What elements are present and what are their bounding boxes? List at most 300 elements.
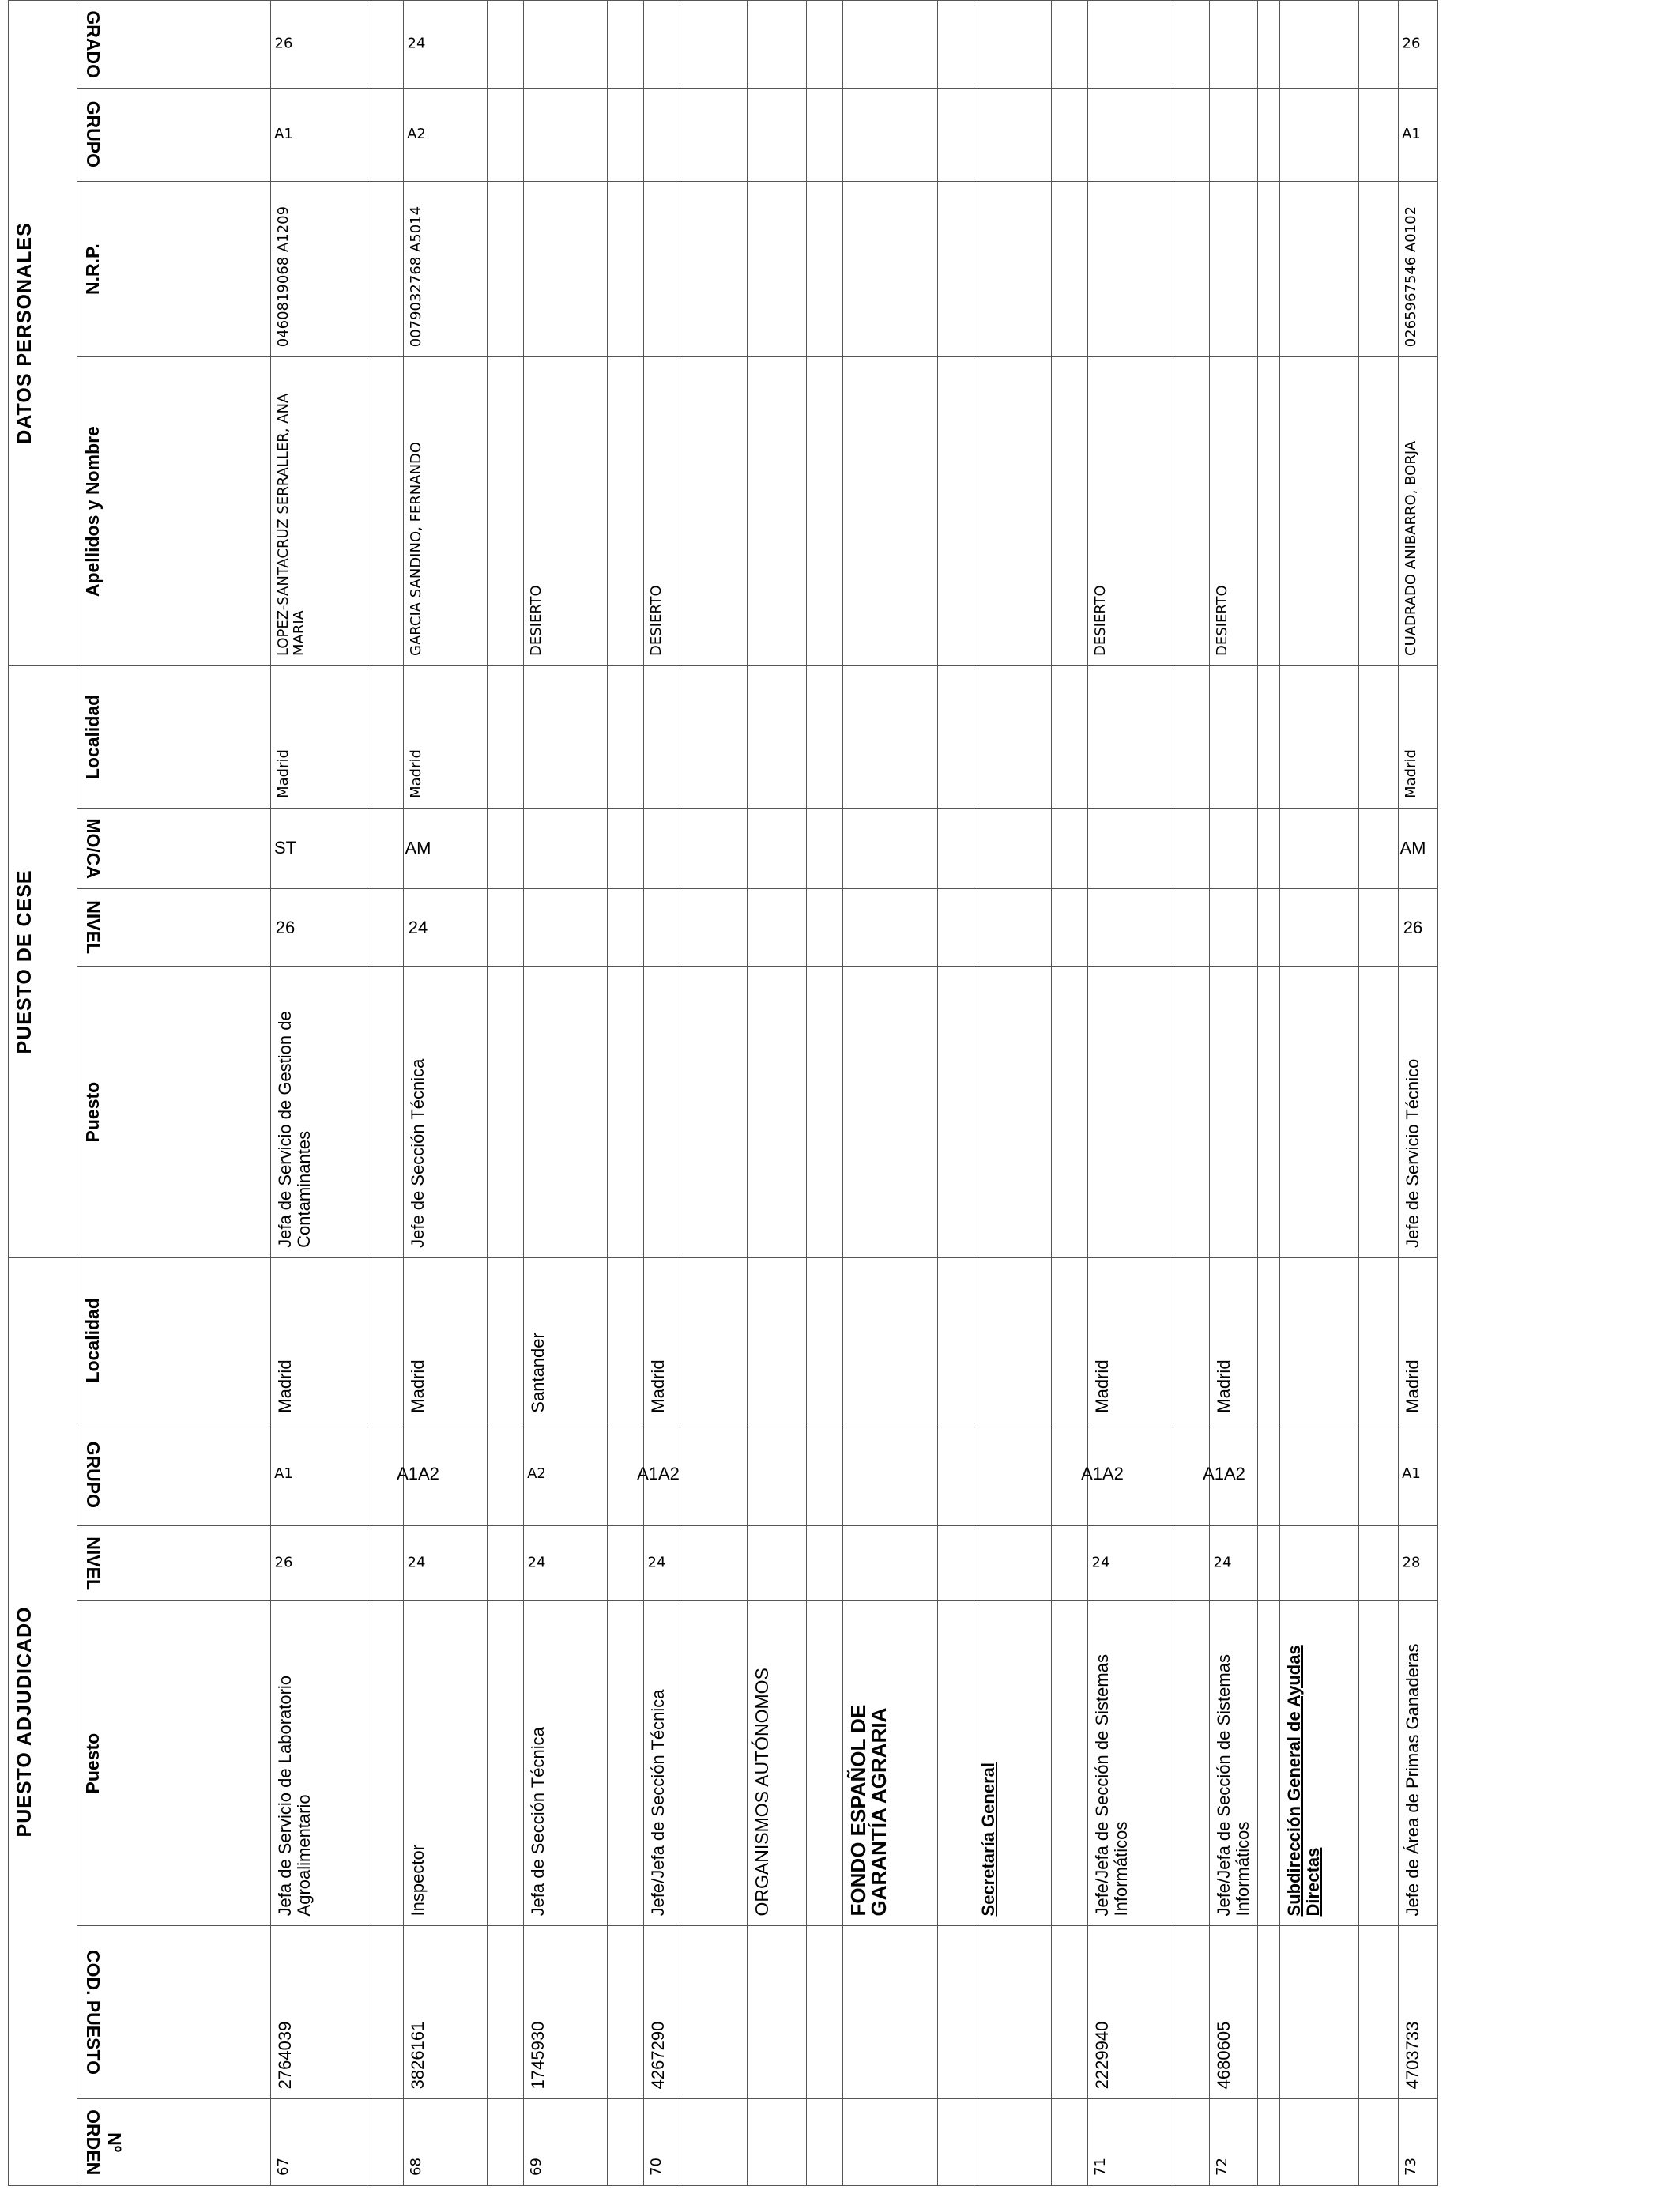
nivel-cell-text: 28 [1402,1555,1421,1571]
cese-puesto-cell [1088,967,1173,1258]
nivel-cell [644,1526,680,1601]
empty-cell [1359,1,1399,89]
empty-cell [843,666,938,809]
empty-cell [807,1526,843,1601]
empty-cell [974,808,1052,888]
puesto-cell: Jefe/Jefa de Sección Técnica [644,1600,680,1926]
empty-cell [938,888,974,967]
empty-cell [488,181,524,356]
empty-cell [367,1600,404,1926]
empty-cell [748,88,807,181]
empty-cell [938,1600,974,1926]
cese-localidad-cell: Madrid [1399,666,1438,809]
empty-cell [488,1926,524,2099]
localidad-cell: Madrid [271,1257,367,1423]
group-label: ORGANISMOS AUTÓNOMOS [748,1600,807,1926]
empty-cell [938,808,974,888]
moca-cell [1399,808,1438,888]
adjudication-table [8,0,1438,2186]
nrp-cell [1088,181,1173,356]
empty-cell [1173,181,1210,356]
nivel-cell-text: 24 [527,1555,546,1571]
empty-cell [974,1526,1052,1601]
empty-cell [1052,1,1088,89]
empty-cell [1359,2099,1399,2186]
nrp-cell: 0460819068 A1209 [271,181,367,356]
moca-cell-text: AM [1399,838,1426,858]
apellidos-cell: GARCIA SANDINO, FERNANDO [404,357,488,666]
table-row [1399,1,1438,2186]
empty-cell [488,1,524,89]
apellidos-cell: LOPEZ-SANTACRUZ SERRALLER, ANA MARIA [271,357,367,666]
empty-cell [807,1,843,89]
empty-cell [807,1423,843,1526]
grado-cell [644,1,680,89]
cese-puesto-cell [1210,967,1258,1258]
empty-cell [1173,666,1210,809]
empty-cell [1052,181,1088,356]
table-row [524,1,608,2186]
empty-cell [843,1926,938,2099]
empty-cell [1052,357,1088,666]
puesto-cell: Jefe de Área de Primas Ganaderas [1399,1600,1438,1926]
cese-nivel-cell [1210,888,1258,967]
personal-grupo-cell-text: A1 [1402,126,1421,143]
empty-cell [1258,357,1280,666]
empty-cell [807,2099,843,2186]
empty-cell [488,808,524,888]
grado-cell [1088,1,1173,89]
grupo-cell [524,1423,608,1526]
localidad-cell: Madrid [1399,1257,1438,1423]
empty-cell [488,1526,524,1601]
empty-cell [680,967,748,1258]
apellidos-cell: DESIERTO [1088,357,1173,666]
empty-cell [367,1257,404,1423]
nrp-cell [1210,181,1258,356]
group-row-section [974,1,1052,2186]
cese-nivel-cell [271,888,367,967]
col-nrp: N.R.P. [77,181,271,356]
cod-puesto-cell: 3826161 [404,1926,488,2099]
empty-cell [1280,1926,1359,2099]
grupo-cell-text: A1 [1402,1465,1421,1483]
col-puesto: Puesto [77,1600,271,1926]
spacer-row [608,1,644,2186]
empty-cell [1359,1526,1399,1601]
empty-cell [608,1257,644,1423]
apellidos-cell: DESIERTO [1210,357,1258,666]
empty-cell [974,1257,1052,1423]
puesto-cell: Jefa de Servicio de Laboratorio Agroalimentario [271,1600,367,1926]
empty-cell [1359,1423,1399,1526]
empty-cell [680,888,748,967]
empty-cell [1280,88,1359,181]
empty-cell [1258,967,1280,1258]
grado-cell [524,1,608,89]
table-row [404,1,488,2186]
cese-localidad-cell: Madrid [404,666,488,809]
empty-cell [1280,1,1359,89]
empty-cell [843,967,938,1258]
empty-cell [938,2099,974,2186]
empty-cell [938,1526,974,1601]
cese-localidad-cell [1210,666,1258,809]
personal-grupo-cell-text: A1 [274,126,293,143]
empty-cell [843,1526,938,1601]
localidad-cell: Madrid [1210,1257,1258,1423]
empty-cell [367,357,404,666]
grupo-cell [397,1423,488,1526]
empty-cell [807,1926,843,2099]
empty-cell [367,967,404,1258]
cod-puesto-cell: 4267290 [644,1926,680,2099]
empty-cell [488,888,524,967]
empty-cell [974,1423,1052,1526]
empty-cell [748,967,807,1258]
empty-cell [1359,1257,1399,1423]
empty-cell [680,357,748,666]
cod-puesto-cell: 4680605 [1210,1926,1258,2099]
puesto-cell: Jefe/Jefa de Sección de Sistemas Informáticos [1088,1600,1173,1926]
empty-cell [1258,1,1280,89]
empty-cell [367,808,404,888]
moca-cell [404,808,488,888]
empty-cell [1359,808,1399,888]
localidad-cell: Santander [524,1257,608,1423]
col-cese-puesto: Puesto [77,967,271,1258]
cod-puesto-cell: 2229940 [1088,1926,1173,2099]
empty-cell [367,88,404,181]
orden-cell: 68 [404,2099,488,2186]
cese-puesto-cell [524,967,608,1258]
empty-cell [807,808,843,888]
empty-cell [680,181,748,356]
empty-cell [608,808,644,888]
empty-cell [1052,666,1088,809]
spacer-row [367,1,404,2186]
empty-cell [1359,357,1399,666]
empty-cell [680,808,748,888]
empty-cell [1280,181,1359,356]
empty-cell [938,1257,974,1423]
empty-cell [807,88,843,181]
empty-cell [680,2099,748,2186]
empty-cell [680,1257,748,1423]
empty-cell [974,666,1052,809]
cese-nivel-cell [644,888,680,967]
empty-cell [938,967,974,1258]
empty-cell [1052,2099,1088,2186]
empty-cell [367,1,404,89]
section-puesto-cese: PUESTO DE CESE [9,666,77,1258]
cese-puesto-cell: Jefe de Sección Técnica [404,967,488,1258]
apellidos-cell: CUADRADO ANIBARRO, BORJA [1399,357,1438,666]
empty-cell [608,967,644,1258]
empty-cell [1280,967,1359,1258]
empty-cell [843,1423,938,1526]
nivel-cell [1210,1526,1258,1601]
empty-cell [1280,1423,1359,1526]
empty-cell [488,357,524,666]
empty-cell [748,2099,807,2186]
empty-cell [488,2099,524,2186]
empty-cell [608,88,644,181]
empty-cell [1173,1,1210,89]
empty-cell [807,888,843,967]
empty-cell [974,967,1052,1258]
empty-cell [1280,666,1359,809]
empty-cell [608,888,644,967]
empty-cell [608,666,644,809]
cod-puesto-cell: 1745930 [524,1926,608,2099]
empty-cell [938,181,974,356]
grupo-cell-text: A2 [527,1465,546,1483]
table-row [644,1,680,2186]
empty-cell [748,1526,807,1601]
grado-cell [1399,1,1438,89]
apellidos-cell: DESIERTO [524,357,608,666]
empty-cell [807,1257,843,1423]
empty-cell [843,808,938,888]
empty-cell [938,1423,974,1526]
localidad-cell: Madrid [404,1257,488,1423]
empty-cell [974,888,1052,967]
empty-cell [608,181,644,356]
col-cod-puesto: COD. PUESTO [77,1926,271,2099]
empty-cell [974,357,1052,666]
empty-cell [1258,88,1280,181]
empty-cell [1280,357,1359,666]
empty-cell [680,1,748,89]
empty-cell [843,1,938,89]
table-row [1210,1,1258,2186]
empty-cell [807,181,843,356]
empty-cell [748,1926,807,2099]
localidad-cell: Madrid [644,1257,680,1423]
cese-localidad-cell: Madrid [271,666,367,809]
cod-puesto-cell: 2764039 [271,1926,367,2099]
empty-cell [367,1526,404,1601]
empty-cell [807,967,843,1258]
group-label: Secretaría General [974,1600,1052,1926]
grupo-cell [1203,1423,1258,1526]
empty-cell [1052,1257,1088,1423]
empty-cell [748,1257,807,1423]
nivel-cell-text: 24 [1213,1555,1232,1571]
spacer-row [1359,1,1399,2186]
spacer-row [1258,1,1280,2186]
column-header-row [77,1,271,2186]
grado-cell [1210,1,1258,89]
empty-cell [367,181,404,356]
nivel-cell [1088,1526,1173,1601]
personal-grupo-cell [1088,88,1173,181]
cese-puesto-cell: Jefe de Servicio Técnico [1399,967,1438,1258]
orden-cell: 72 [1210,2099,1258,2186]
empty-cell [488,1257,524,1423]
nrp-cell [524,181,608,356]
nivel-cell-text: 24 [1091,1555,1110,1571]
empty-cell [1258,2099,1280,2186]
empty-cell [1052,1526,1088,1601]
group-label: FONDO ESPAÑOL DE GARANTÍA AGRARIA [843,1600,938,1926]
empty-cell [680,1600,748,1926]
grupo-cell [637,1423,680,1526]
empty-cell [1280,808,1359,888]
section-datos-personales: DATOS PERSONALES [9,1,77,666]
empty-cell [1173,1257,1210,1423]
empty-cell [680,1926,748,2099]
empty-cell [938,1,974,89]
empty-cell [1280,2099,1359,2186]
empty-cell [1173,808,1210,888]
empty-cell [367,2099,404,2186]
spacer-row [488,1,524,2186]
grupo-cell [271,1423,367,1526]
cese-puesto-cell: Jefa de Servicio de Gestion de Contaminantes [271,967,367,1258]
empty-cell [680,1526,748,1601]
personal-grupo-cell [1210,88,1258,181]
empty-cell [1258,888,1280,967]
moca-cell-text: AM [405,838,431,858]
empty-cell [1052,1600,1088,1926]
empty-cell [1052,88,1088,181]
empty-cell [488,967,524,1258]
empty-cell [1258,666,1280,809]
spacer-row [680,1,748,2186]
grupo-cell-text: A1 [274,1465,293,1483]
empty-cell [1173,888,1210,967]
empty-cell [1258,808,1280,888]
empty-cell [843,1257,938,1423]
spacer-row [938,1,974,2186]
nivel-cell-text: 24 [407,1555,426,1571]
empty-cell [974,88,1052,181]
empty-cell [748,1423,807,1526]
cese-nivel-cell [1399,888,1438,967]
moca-cell [1088,808,1173,888]
col-personal-grupo: GRUPO [77,88,271,181]
empty-cell [748,666,807,809]
empty-cell [843,888,938,967]
moca-cell [1210,808,1258,888]
col-localidad: Localidad [77,1257,271,1423]
empty-cell [1052,808,1088,888]
empty-cell [1052,888,1088,967]
empty-cell [974,181,1052,356]
empty-cell [608,357,644,666]
orden-cell: 67 [271,2099,367,2186]
spacer-row [807,1,843,2186]
orden-cell: 70 [644,2099,680,2186]
empty-cell [1359,181,1399,356]
empty-cell [1173,2099,1210,2186]
personal-grupo-cell [1399,88,1438,181]
empty-cell [488,88,524,181]
empty-cell [1052,967,1088,1258]
empty-cell [608,1600,644,1926]
moca-cell-text: ST [273,838,297,858]
table-row [271,1,367,2186]
section-puesto-adjudicado: PUESTO ADJUDICADO [9,1257,77,2185]
moca-cell [524,808,608,888]
cese-nivel-cell-text: 26 [1403,917,1423,937]
empty-cell [974,1,1052,89]
moca-cell [271,808,367,888]
orden-cell: 69 [524,2099,608,2186]
empty-cell [843,2099,938,2186]
col-grado: GRADO [77,1,271,89]
empty-cell [1173,1526,1210,1601]
orden-cell: 73 [1399,2099,1438,2186]
empty-cell [938,357,974,666]
localidad-cell: Madrid [1088,1257,1173,1423]
col-orden: Nº ORDEN [77,2099,271,2186]
empty-cell [1258,1526,1280,1601]
cese-puesto-cell [644,967,680,1258]
empty-cell [608,1926,644,2099]
empty-cell [748,181,807,356]
spacer-row [1173,1,1210,2186]
cese-nivel-cell-text: 24 [408,917,428,937]
cese-nivel-cell [404,888,488,967]
grado-cell-text: 26 [274,35,293,52]
grado-cell [271,1,367,89]
moca-cell [644,808,680,888]
empty-cell [748,357,807,666]
empty-cell [1280,1526,1359,1601]
empty-cell [1280,1257,1359,1423]
grupo-cell-text: A1A2 [397,1464,439,1484]
empty-cell [1258,1926,1280,2099]
empty-cell [843,181,938,356]
personal-grupo-cell [644,88,680,181]
empty-cell [367,1926,404,2099]
empty-cell [748,888,807,967]
col-moca: MO/CA [77,808,271,888]
grupo-cell [1081,1423,1173,1526]
grupo-cell-text: A1A2 [1081,1464,1124,1484]
group-row-fondo [843,1,938,2186]
empty-cell [748,808,807,888]
personal-grupo-cell [271,88,367,181]
empty-cell [1359,1600,1399,1926]
nivel-cell [271,1526,367,1601]
empty-cell [608,1526,644,1601]
cod-puesto-cell: 4703733 [1399,1926,1438,2099]
empty-cell [974,2099,1052,2186]
col-cese-nivel: NIVEL [77,888,271,967]
empty-cell [367,888,404,967]
empty-cell [1258,1600,1280,1926]
nivel-cell [524,1526,608,1601]
spacer-row [1052,1,1088,2186]
empty-cell [680,1423,748,1526]
cese-nivel-cell [524,888,608,967]
grupo-cell-text: A1A2 [637,1464,680,1484]
empty-cell [1258,1423,1280,1526]
grado-cell-text: 26 [1402,35,1421,52]
empty-cell [843,88,938,181]
empty-cell [748,1,807,89]
puesto-cell: Inspector [404,1600,488,1926]
table-body [271,1,1438,2186]
puesto-cell: Jefa de Sección Técnica [524,1600,608,1926]
empty-cell [1173,1926,1210,2099]
empty-cell [1258,1257,1280,1423]
empty-cell [1258,181,1280,356]
